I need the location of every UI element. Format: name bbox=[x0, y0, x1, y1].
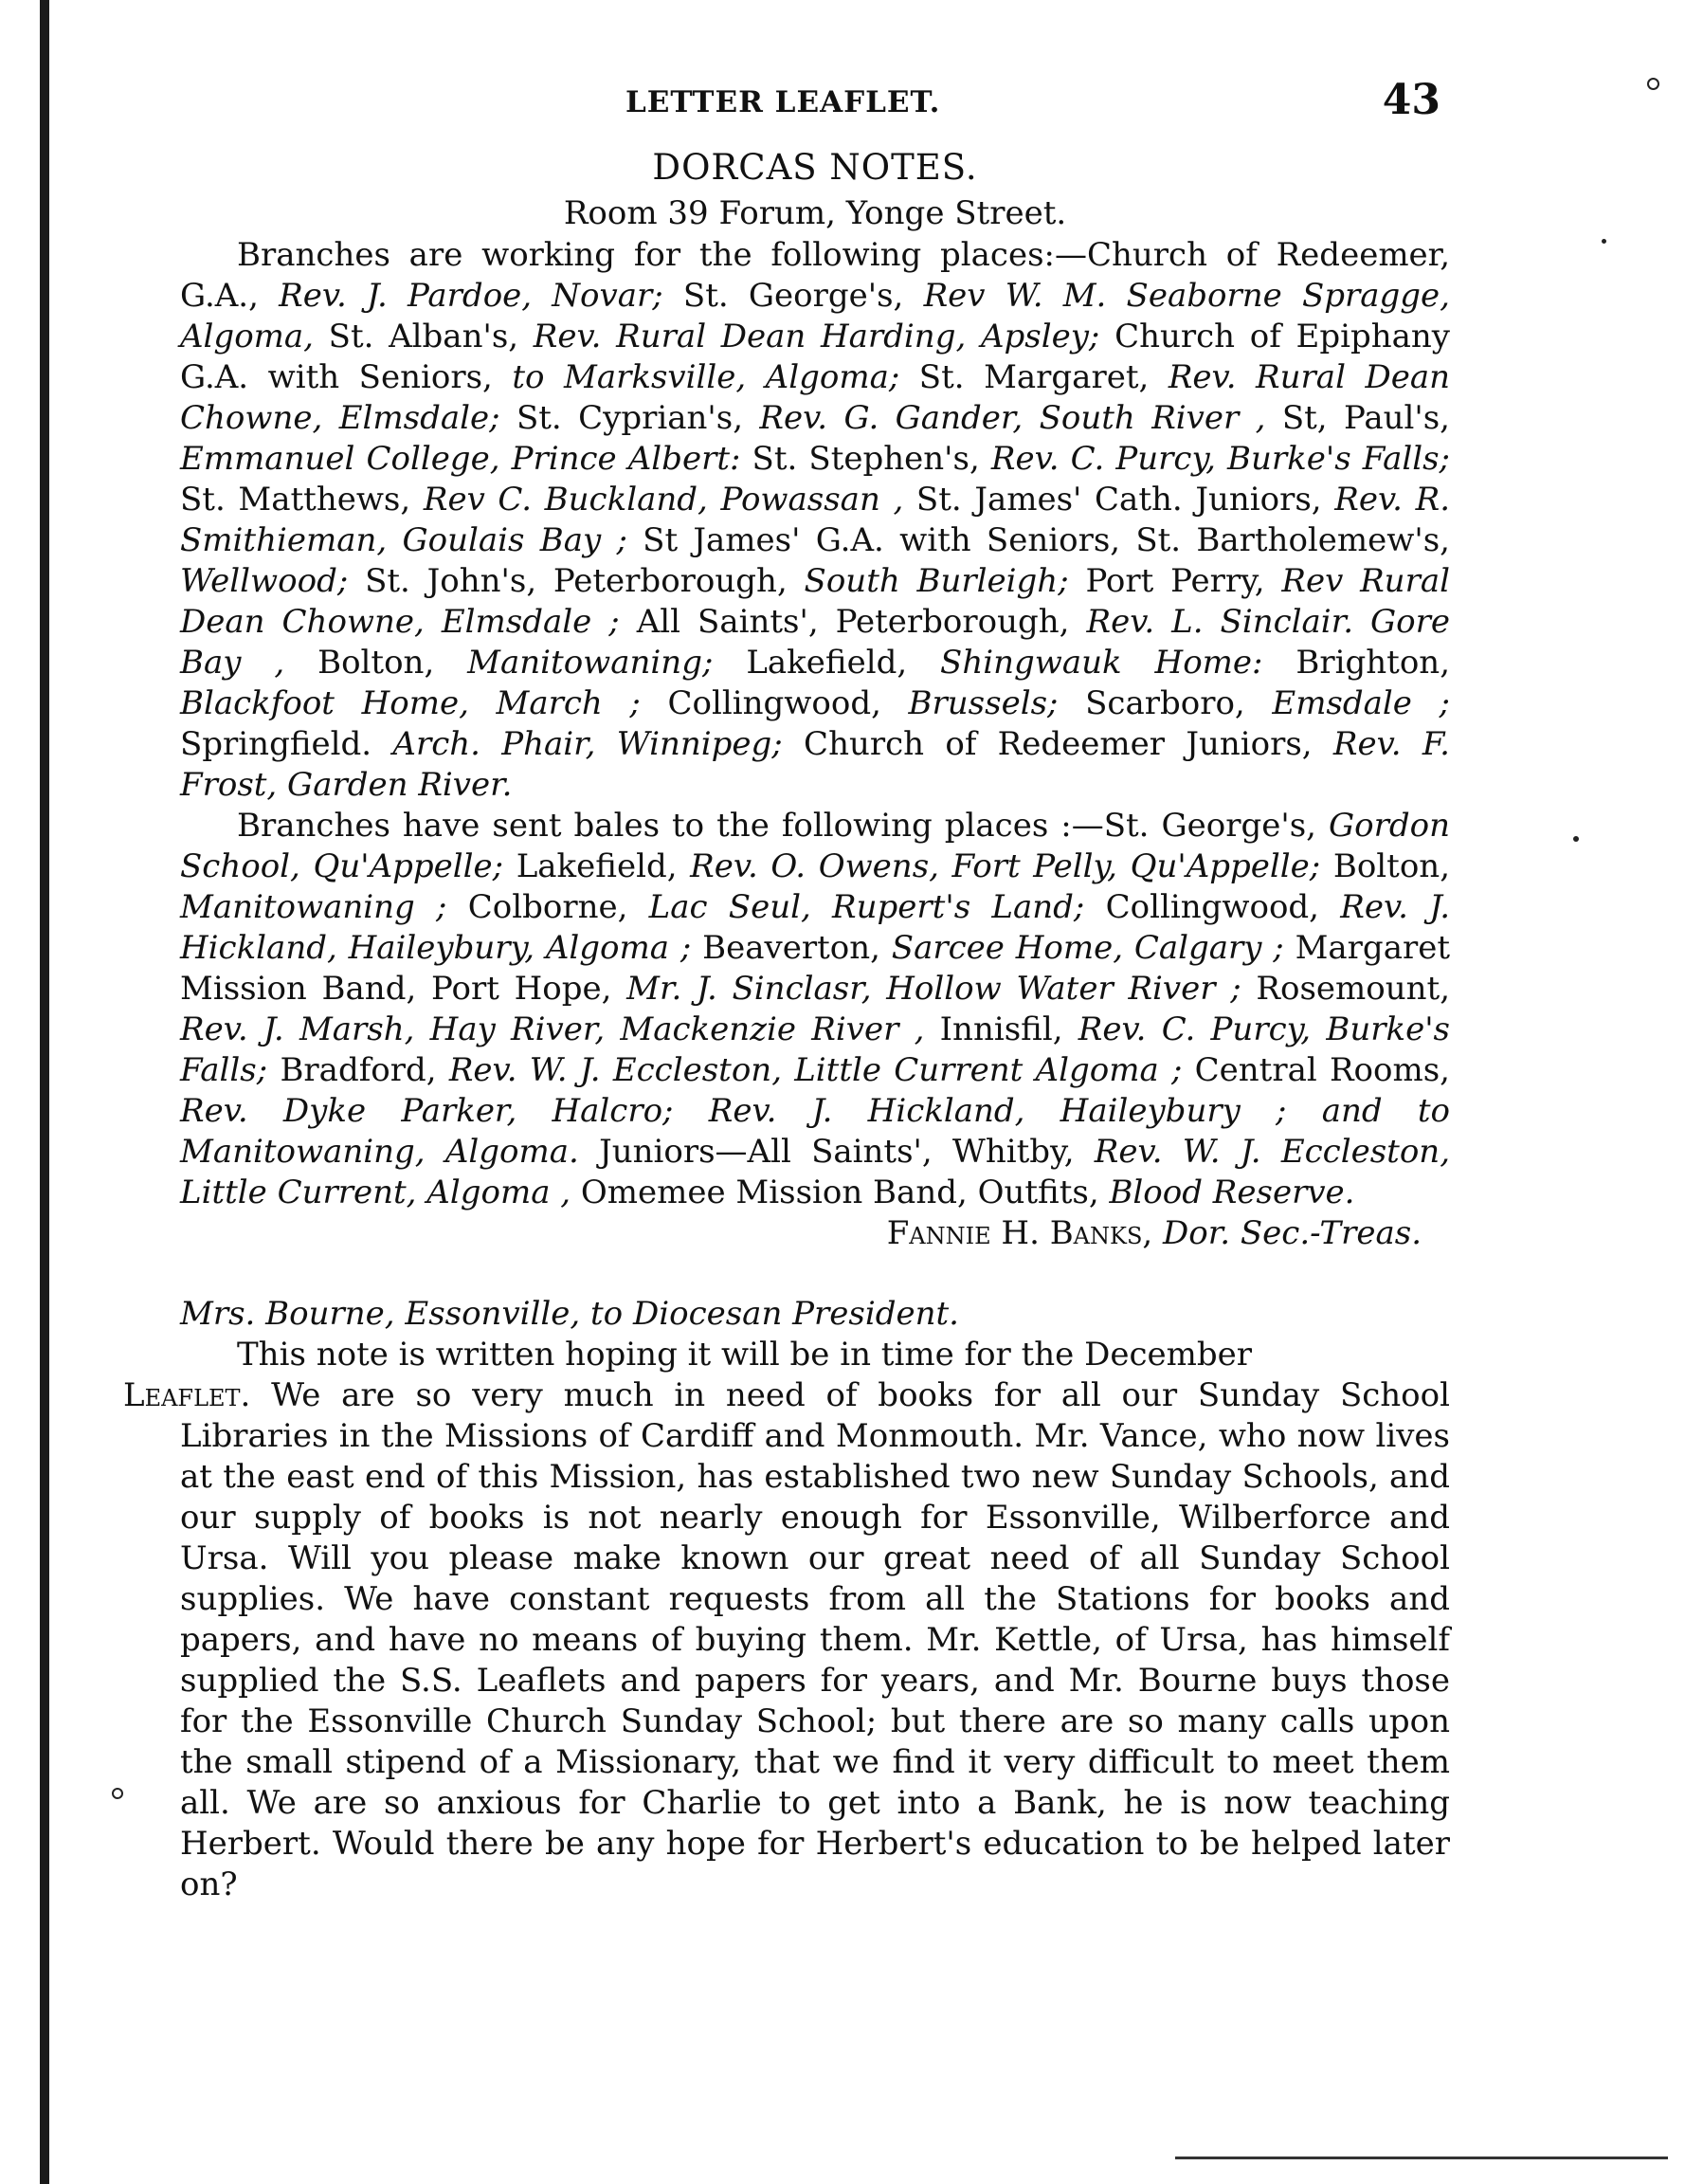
signature-title: Dor. Sec.-Treas. bbox=[1163, 1214, 1422, 1252]
italic-run: Arch. Phair, Winnipeg; bbox=[392, 725, 783, 763]
text-run: Central Rooms, bbox=[1182, 1051, 1450, 1089]
text-run: Church of Epiphany G.A. with Seniors, bbox=[180, 318, 1450, 396]
italic-run: Rev. O. Owens, Fort Pelly, Qu'Appelle; bbox=[690, 847, 1321, 885]
letter-body bbox=[123, 1335, 1450, 1905]
italic-run: Rev. L. Sinclair. Gore Bay , bbox=[180, 603, 1451, 682]
italic-run: Wellwood; bbox=[180, 562, 349, 600]
italic-run: Sarcee Home, Calgary ; bbox=[891, 929, 1284, 967]
text-run: St. Margaret, bbox=[899, 358, 1169, 396]
italic-run: Gordon School, Qu'Appelle; bbox=[180, 807, 1450, 885]
italic-run: Rev. Rural Dean Harding, Apsley; bbox=[533, 318, 1100, 355]
binding-edge bbox=[40, 0, 49, 2184]
italic-run: South Burleigh; bbox=[804, 562, 1069, 600]
text-run: St James' G.A. with Seniors, St. Bartholemew's, bbox=[626, 521, 1450, 559]
text-run: Springfield. bbox=[180, 725, 393, 763]
italic-run: Rev. J. Marsh, Hay River, Mackenzie River , bbox=[180, 1010, 925, 1048]
text-run: Collingwood, bbox=[640, 684, 909, 722]
text-run: St, Paul's, bbox=[1265, 399, 1450, 437]
running-title: LETTER LEAFLET. bbox=[625, 85, 941, 119]
italic-run: Manitowaning; bbox=[467, 644, 714, 682]
italic-run: Rev. W. J. Eccleston, Little Current, Algoma , bbox=[180, 1133, 1451, 1211]
text-run: Church of Redeemer Juniors, bbox=[782, 725, 1333, 763]
text-run: St. Alban's, bbox=[313, 318, 534, 355]
italic-run: Emmanuel College, Prince Albert: bbox=[180, 440, 741, 478]
running-head bbox=[180, 76, 1450, 142]
italic-run: Rev. Dyke Parker, Halcro; Rev. J. Hickland, Haileybury ; and to Manitowaning, Algoma. bbox=[180, 1092, 1450, 1171]
letter-heading: Mrs. Bourne, Essonville, to Diocesan President. bbox=[180, 1295, 959, 1333]
paragraph-branches-working bbox=[180, 235, 1450, 806]
italic-run: Rev. C. Purcy, Burke's Falls; bbox=[990, 440, 1450, 478]
italic-run: to Marksville, Algoma; bbox=[512, 358, 900, 396]
text-run: St. James' Cath. Juniors, bbox=[903, 481, 1335, 519]
scan-speck bbox=[1602, 239, 1606, 244]
text-run: Brighton, bbox=[1262, 644, 1450, 682]
scan-speck bbox=[1647, 78, 1659, 90]
italic-run: Blackfoot Home, March ; bbox=[180, 684, 641, 722]
text-run: Innisfil, bbox=[924, 1010, 1078, 1048]
letter-opening: This note is written hoping it will be in time for the December bbox=[237, 1336, 1253, 1374]
italic-run: Rev. J. Hickland, Haileybury, Algoma ; bbox=[180, 888, 1450, 967]
text-run: St. George's, bbox=[662, 277, 924, 315]
italic-run: Lac Seul, Rupert's Land; bbox=[648, 888, 1085, 926]
text-run: Juniors—All Saints', Whitby, bbox=[578, 1133, 1095, 1171]
italic-run: Rev. R. Smithieman, Goulais Bay ; bbox=[180, 481, 1450, 559]
text-run: Branches have sent bales to the following places :—St. George's, bbox=[237, 807, 1329, 845]
paragraph-branches-sent bbox=[180, 806, 1450, 1213]
italic-run: Rev. W. J. Eccleston, Little Current Algoma ; bbox=[448, 1051, 1183, 1089]
text-run: Beaverton, bbox=[691, 929, 892, 967]
italic-run: Rev. Rural Dean Chowne, Elmsdale; bbox=[180, 358, 1450, 437]
text-run: Bolton, bbox=[284, 644, 468, 682]
text-run: Margaret Mission Band, Port Hope, bbox=[180, 929, 1451, 1008]
text-run: St. Matthews, bbox=[180, 481, 424, 519]
italic-run: Manitowaning ; bbox=[180, 888, 447, 926]
text-run: Colborne, bbox=[446, 888, 649, 926]
text-run: Branches are working for the following places:—Church of Redeemer, G.A., bbox=[180, 236, 1450, 315]
text-run: Port Perry, bbox=[1068, 562, 1282, 600]
italic-run: Rev. C. Purcy, Burke's Falls; bbox=[180, 1010, 1450, 1089]
italic-run: Mr. J. Sinclasr, Hollow Water River ; bbox=[626, 970, 1241, 1008]
text-run: St. Stephen's, bbox=[740, 440, 991, 478]
text-run: Lakefield, bbox=[713, 644, 941, 682]
scan-speck bbox=[112, 1788, 123, 1799]
text-run: Rosemount, bbox=[1241, 970, 1451, 1008]
italic-run: Rev. F. Frost, Garden River. bbox=[180, 725, 1450, 804]
italic-run: Shingwauk Home: bbox=[940, 644, 1263, 682]
italic-run: Rev. G. Gander, South River , bbox=[759, 399, 1266, 437]
leaflet-word: Leaflet. bbox=[123, 1376, 251, 1414]
text-run: All Saints', Peterborough, bbox=[619, 603, 1087, 641]
section-title: DORCAS NOTES. bbox=[652, 147, 978, 188]
italic-run: Rev C. Buckland, Powassan , bbox=[423, 481, 904, 519]
text-run: Bolton, bbox=[1320, 847, 1450, 885]
italic-run: Emsdale ; bbox=[1272, 684, 1450, 722]
page bbox=[123, 76, 1451, 1905]
footer-rule bbox=[1175, 2157, 1668, 2159]
signature-line bbox=[180, 1213, 1450, 1254]
text-run: Omemee Mission Band, Outfits, bbox=[571, 1174, 1110, 1211]
italic-run: Rev. J. Pardoe, Novar; bbox=[279, 277, 663, 315]
italic-run: Rev W. M. Seaborne Spragge, Algoma, bbox=[180, 277, 1450, 355]
section-address: Room 39 Forum, Yonge Street. bbox=[563, 194, 1067, 232]
scan-speck bbox=[1573, 836, 1579, 842]
text-run: Scarboro, bbox=[1058, 684, 1273, 722]
italic-run: Rev Rural Dean Chowne, Elmsdale ; bbox=[180, 562, 1450, 641]
italic-run: Blood Reserve. bbox=[1109, 1174, 1355, 1211]
italic-run: Brussels; bbox=[908, 684, 1059, 722]
letter-text: We are so very much in need of books for all our Sunday School Libraries in the Missions of Cardiff and Monmouth. Mr. Vance, who now lives at the east end of this Mission, has established two new Sunday Schools, and our supply of books is not nearly enough for Essonville, Wilberforce and Ursa. Will you please make known our great need of all Sunday School supplies. We have constant requests from all the Stations for books and papers, and have no means of buying them. Mr. Kettle, of Ursa, has himself supplied the S.S. Leaflets and papers for years, and Mr. Bourne buys those for the Essonville Church Sunday School; but there are so many calls upon the small stipend of a Missionary, that we find it very difficult to meet them all. We are so anxious for Charlie to get into a Bank, he is now teaching Herbert. Would there be any hope for Herbert's education to be helped later on? bbox=[180, 1376, 1450, 1903]
page-number: 43 bbox=[1382, 76, 1440, 124]
text-run: Lakefield, bbox=[503, 847, 691, 885]
text-run: Collingwood, bbox=[1084, 888, 1341, 926]
text-run: St. John's, Peterborough, bbox=[348, 562, 805, 600]
text-run: St. Cyprian's, bbox=[499, 399, 760, 437]
text-run: Bradford, bbox=[267, 1051, 449, 1089]
signature-name: Fannie H. Banks, bbox=[886, 1214, 1153, 1252]
